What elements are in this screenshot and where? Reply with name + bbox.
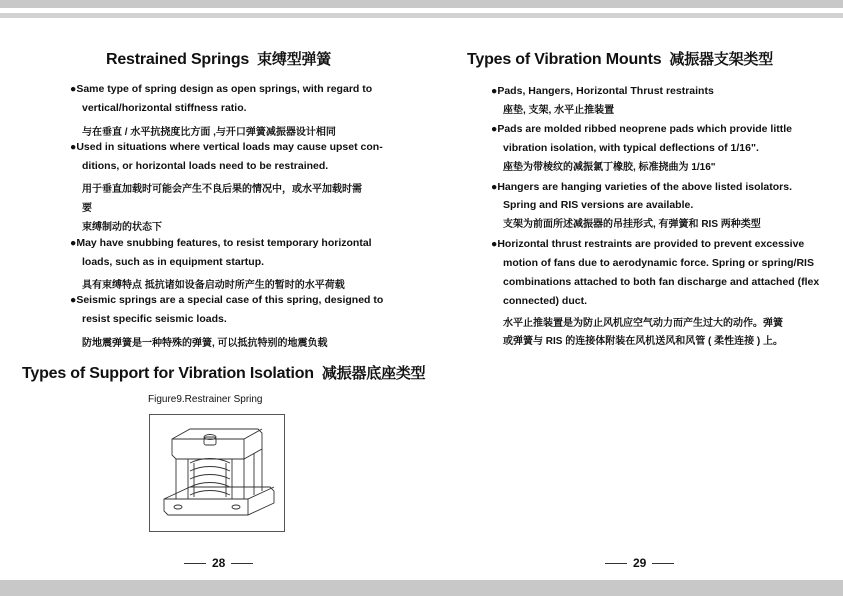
right-page — [421, 0, 843, 596]
right-line-9: ●Horizontal thrust restraints are provided to prevent excessive — [491, 238, 805, 250]
figure-restrainer-spring — [149, 414, 285, 532]
bullet-2-line-2: ditions, or horizontal loads need to be restrained. — [82, 160, 329, 172]
right-line-12: connected) duct. — [503, 295, 588, 307]
right-line-2: 座垫, 支架, 水平止推装置 — [503, 105, 615, 116]
right-line-11: combinations attached to both fan discharge and attached (flex — [503, 276, 820, 288]
restrainer-spring-drawing — [150, 415, 284, 531]
bullet-2-cn-1: 用于垂直加载时可能会产生不良后果的情况中，或水平加载时需 — [82, 184, 362, 195]
bullet-3-cn-1: 具有束缚特点 抵抗诸如设备启动时所产生的暂时的水平荷载 — [82, 280, 345, 291]
bullet-1-line-2: vertical/horizontal stiffness ratio. — [82, 102, 247, 114]
heading-en: Restrained Springs — [106, 51, 250, 68]
bullet-2-line-1: ●Used in situations where vertical loads may cause upset con- — [70, 141, 383, 153]
heading-cn: 减振器底座类型 — [321, 365, 426, 382]
page-number-right — [599, 556, 680, 570]
right-line-10: motion of fans due to aerodynamic force. Spring or spring/RIS — [503, 257, 814, 269]
rule-right — [231, 563, 253, 564]
bullet-4-cn-1: 防地震弹簧是一种特殊的弹簧, 可以抵抗特别的地震负载 — [82, 338, 328, 349]
heading-en: Types of Support for Vibration Isolation — [22, 365, 314, 382]
heading-types-of-support — [22, 362, 425, 383]
right-line-7: Spring and RIS versions are available. — [503, 199, 694, 211]
right-line-3: ●Pads are molded ribbed neoprene pads which provide little — [491, 123, 792, 135]
rule-left — [184, 563, 206, 564]
bullet-4-line-2: resist specific seismic loads. — [82, 313, 227, 325]
figure-caption: Figure9.Restrainer Spring — [148, 394, 263, 405]
bullet-3-line-1: ●May have snubbing features, to resist temporary horizontal — [70, 237, 372, 249]
right-line-6: ●Hangers are hanging varieties of the above listed isolators. — [491, 181, 793, 193]
bullet-4-line-1: ●Seismic springs are a special case of this spring, designed to — [70, 294, 384, 306]
bullet-1-line-1: ●Same type of spring design as open springs, with regard to — [70, 83, 373, 95]
bullet-3-line-2: loads, such as in equipment startup. — [82, 256, 265, 268]
right-line-13: 水平止推装置是为防止风机应空气动力而产生过大的动作。弹簧 — [503, 318, 783, 329]
heading-restrained-springs — [106, 48, 331, 69]
rule-right — [652, 563, 674, 564]
right-line-1: ●Pads, Hangers, Horizontal Thrust restraints — [491, 85, 714, 97]
right-line-4: vibration isolation, with typical deflections of 1/16". — [503, 142, 759, 154]
heading-cn: 减振器支架类型 — [669, 51, 774, 68]
bullet-2-cn-3: 束缚制动的状态下 — [82, 222, 162, 233]
heading-cn: 束缚型弹簧 — [257, 51, 332, 68]
page-number-left — [178, 556, 259, 570]
page-number-text: 29 — [633, 556, 647, 570]
heading-en: Types of Vibration Mounts — [467, 51, 662, 68]
bullet-2-cn-2: 要 — [82, 203, 92, 214]
right-line-8: 支架为前面所述减振器的吊挂形式, 有弹簧和 RIS 两种类型 — [503, 219, 761, 230]
right-line-5: 座垫为带棱纹的减振氯丁橡胶, 标准挠曲为 1/16" — [503, 162, 716, 173]
page-number-text: 28 — [212, 556, 226, 570]
right-line-14: 或弹簧与 RIS 的连接体附装在风机送风和风管 ( 柔性连接 ) 上。 — [503, 336, 783, 347]
rule-left — [605, 563, 627, 564]
bullet-1-cn-1: 与在垂直 / 水平抗挠度比方面 ,与开口弹簧减振器设计相同 — [82, 127, 336, 138]
heading-types-of-vibration-mounts — [467, 48, 773, 69]
